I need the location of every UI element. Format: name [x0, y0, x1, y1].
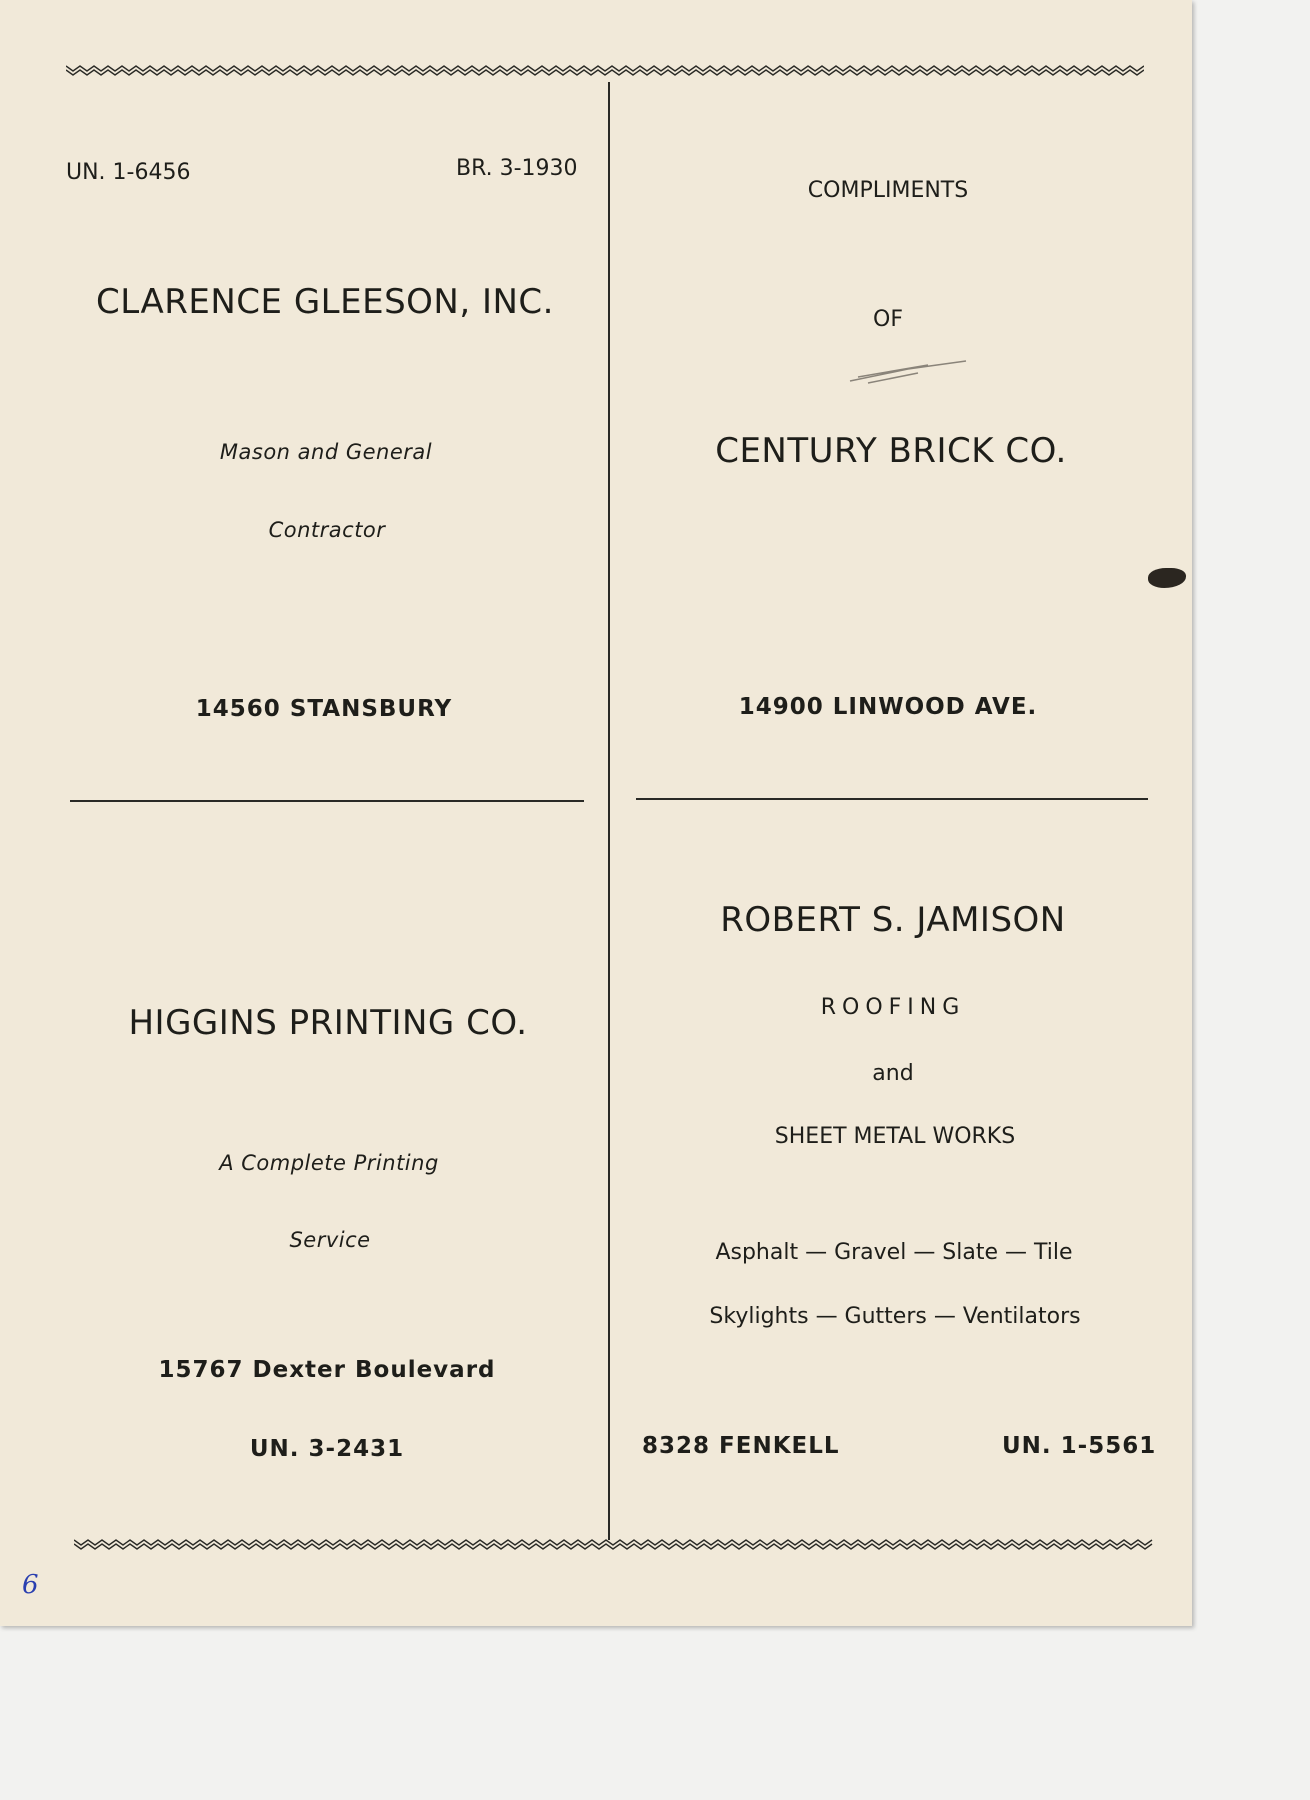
century-name: CENTURY BRICK CO.	[715, 431, 1067, 471]
gleeson-phone-left: UN. 1-6456	[66, 160, 191, 185]
page-mark: 6	[22, 1570, 39, 1600]
jamison-products: Skylights — Gutters — Ventilators	[709, 1304, 1081, 1329]
jamison-phone: UN. 1-5561	[1002, 1433, 1157, 1459]
gleeson-phone-right: BR. 3-1930	[456, 156, 578, 181]
vertical-divider	[608, 82, 610, 1540]
jamison-materials: Asphalt — Gravel — Slate — Tile	[715, 1240, 1073, 1265]
ink-smudge	[1148, 568, 1186, 588]
higgins-address: 15767 Dexter Boulevard	[158, 1357, 496, 1383]
higgins-line2: Service	[289, 1228, 371, 1252]
jamison-and: and	[872, 1061, 914, 1086]
century-of: OF	[873, 307, 903, 332]
higgins-name: HIGGINS PRINTING CO.	[128, 1003, 528, 1043]
gleeson-line2: Contractor	[268, 518, 386, 542]
century-compliments: COMPLIMENTS	[807, 178, 969, 203]
right-horizontal-divider	[636, 798, 1148, 800]
left-horizontal-divider	[70, 800, 584, 802]
top-zigzag-border	[66, 63, 1144, 77]
higgins-phone: UN. 3-2431	[249, 1436, 405, 1462]
jamison-name: ROBERT S. JAMISON	[720, 900, 1066, 940]
gleeson-line1: Mason and General	[219, 440, 433, 464]
bottom-zigzag-border	[74, 1537, 1154, 1551]
jamison-roofing: ROOFING	[820, 995, 966, 1020]
gleeson-address: 14560 STANSBURY	[195, 696, 453, 722]
pencil-scratch	[848, 355, 968, 385]
higgins-line1: A Complete Printing	[219, 1151, 439, 1175]
jamison-sheet-metal: SHEET METAL WORKS	[774, 1124, 1016, 1149]
jamison-address: 8328 FENKELL	[642, 1433, 840, 1459]
gleeson-name: CLARENCE GLEESON, INC.	[96, 282, 554, 322]
century-address: 14900 LINWOOD AVE.	[738, 694, 1038, 720]
